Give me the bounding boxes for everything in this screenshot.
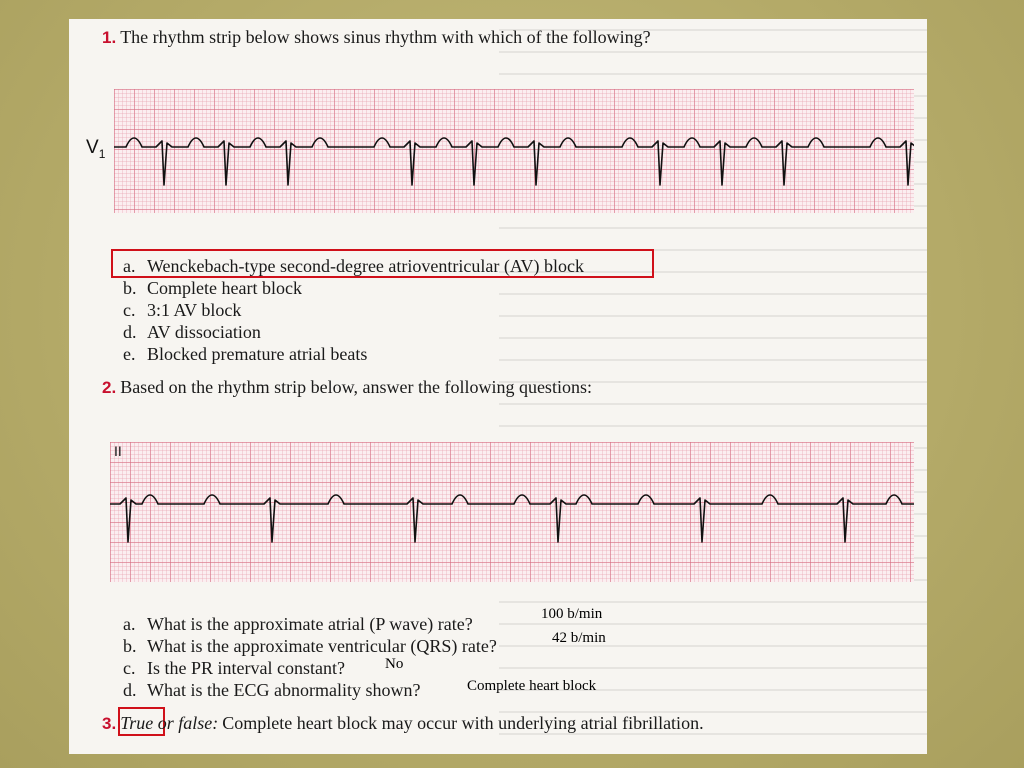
question-1-options: [123, 255, 584, 365]
option-e-letter: e.: [123, 344, 136, 364]
option-d-text: AV dissociation: [147, 322, 261, 342]
answer-pr-interval: No: [385, 656, 404, 672]
lead-ii-label: II: [114, 443, 122, 459]
question-2-items: [123, 613, 497, 701]
q2-item-b: [123, 635, 497, 657]
question-1-number: 1.: [102, 28, 117, 47]
textbook-page: [69, 19, 927, 754]
option-c: [123, 299, 584, 321]
option-a: [123, 255, 584, 277]
answer-ecg-abnormality: Complete heart block: [467, 678, 597, 694]
q2-item-a: [123, 613, 497, 635]
option-d-letter: d.: [123, 322, 137, 342]
question-3-number: 3.: [102, 714, 117, 733]
option-b-letter: b.: [123, 278, 137, 298]
q2-item-d-letter: d.: [123, 680, 137, 700]
q2-item-a-text: What is the approximate atrial (P wave) rate?: [147, 614, 473, 634]
option-d: [123, 321, 584, 343]
ecg-trace-v1: [114, 89, 914, 213]
q2-item-a-letter: a.: [123, 614, 136, 634]
option-b: [123, 277, 584, 299]
question-3: [102, 713, 704, 734]
question-1: [102, 27, 651, 48]
option-c-letter: c.: [123, 300, 136, 320]
option-b-text: Complete heart block: [147, 278, 302, 298]
q2-item-c-text: Is the PR interval constant?: [147, 658, 345, 678]
answer-atrial-rate: 100 b/min: [541, 606, 603, 622]
lead-v1-letter: V: [86, 137, 99, 158]
lead-v1-label: [86, 137, 105, 161]
option-e-text: Blocked premature atrial beats: [147, 344, 368, 364]
question-2-text: Based on the rhythm strip below, answer the following questions:: [120, 377, 592, 397]
question-2-number: 2.: [102, 378, 117, 397]
option-e: [123, 343, 584, 365]
question-2: [102, 377, 592, 398]
q2-item-b-letter: b.: [123, 636, 137, 656]
ecg-trace-ii: [110, 442, 914, 582]
q2-item-c: [123, 657, 497, 679]
q2-item-d-text: What is the ECG abnormality shown?: [147, 680, 421, 700]
answer-ventricular-rate: 42 b/min: [552, 630, 606, 646]
option-a-text: Wenckebach-type second-degree atrioventricular (AV) block: [147, 256, 585, 276]
question-3-prefix: True or false:: [120, 713, 219, 733]
q2-item-d: [123, 679, 497, 701]
question-3-text: Complete heart block may occur with underlying atrial fibrillation.: [222, 713, 704, 733]
ecg-strip-v1: [114, 89, 914, 213]
ecg-strip-ii: [110, 442, 914, 582]
option-c-text: 3:1 AV block: [147, 300, 242, 320]
option-a-letter: a.: [123, 256, 136, 276]
lead-v1-subscript: 1: [98, 146, 106, 161]
question-1-text: The rhythm strip below shows sinus rhythm with which of the following?: [120, 27, 651, 47]
q2-item-c-letter: c.: [123, 658, 136, 678]
q2-item-b-text: What is the approximate ventricular (QRS) rate?: [147, 636, 497, 656]
